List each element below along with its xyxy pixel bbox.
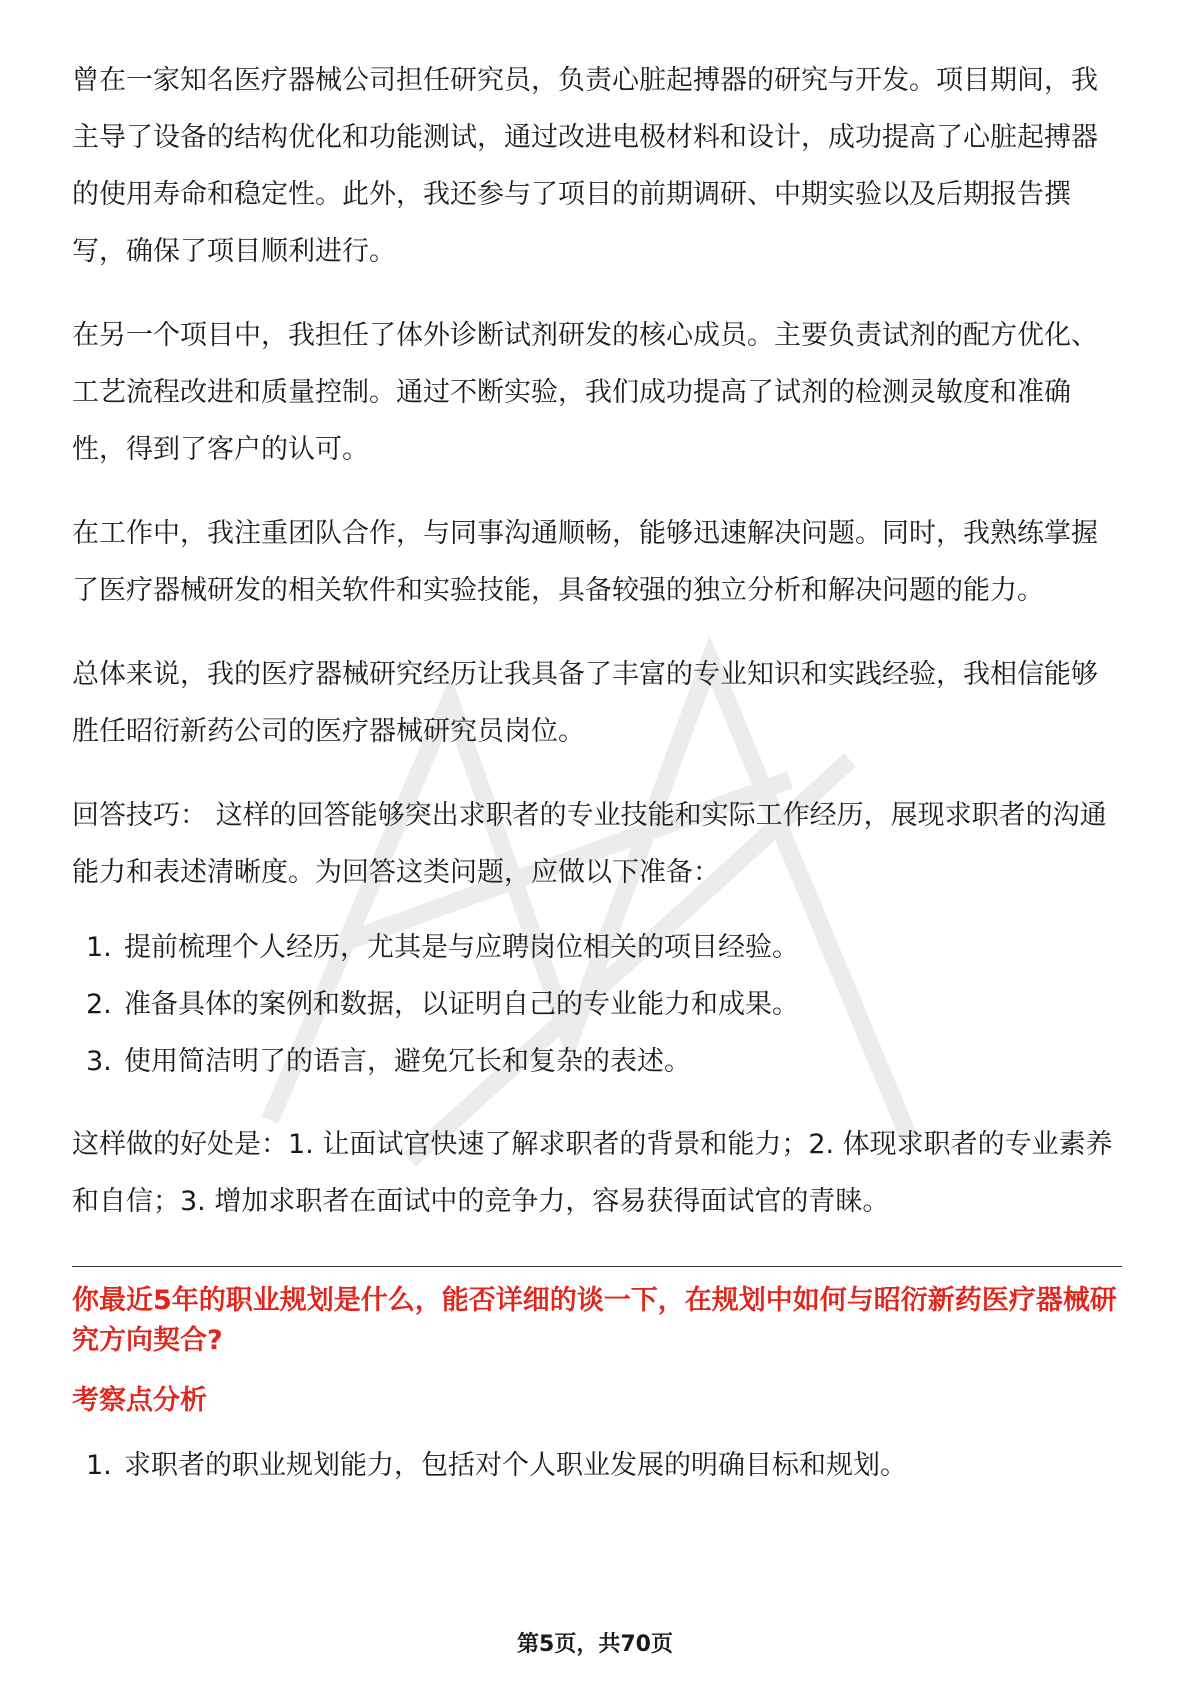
benefits-paragraph: 这样做的好处是：1. 让面试官快速了解求职者的背景和能力；2. 体现求职者的专业素养和自信；3. 增加求职者在面试中的竞争力，容易获得面试官的青睐。 <box>72 1129 1113 1217</box>
document-page <box>72 52 1122 1520</box>
list-item <box>72 976 1122 1033</box>
section-divider <box>72 1266 1122 1267</box>
body-paragraph: 在工作中，我注重团队合作，与同事沟通顺畅，能够迅速解决问题。同时，我熟练掌握了医疗器械研发的相关软件和实验技能，具备较强的独立分析和解决问题的能力。 <box>72 518 1098 606</box>
list-item-text: 提前梳理个人经历，尤其是与应聘岗位相关的项目经验。 <box>124 932 799 963</box>
answer-tips-paragraph: 回答技巧： 这样的回答能够突出求职者的专业技能和实际工作经历，展现求职者的沟通能力和表述清晰度。为回答这类问题，应做以下准备： <box>72 800 1107 888</box>
list-number: 3. <box>86 1046 112 1077</box>
body-paragraph: 在另一个项目中，我担任了体外诊断试剂研发的核心成员。主要负责试剂的配方优化、工艺流程改进和质量控制。通过不断实验，我们成功提高了试剂的检测灵敏度和准确性，得到了客户的认可。 <box>72 320 1098 465</box>
preparation-list <box>72 919 1122 1090</box>
list-item-text: 求职者的职业规划能力，包括对个人职业发展的明确目标和规划。 <box>124 1450 907 1481</box>
list-number: 2. <box>86 989 112 1020</box>
list-number: 1. <box>86 932 112 963</box>
analysis-heading: 考察点分析 <box>72 1385 207 1416</box>
list-item-text: 使用简洁明了的语言，避免冗长和复杂的表述。 <box>124 1046 691 1077</box>
list-number: 1. <box>86 1450 112 1481</box>
question-title: 你最近5年的职业规划是什么，能否详细的谈一下，在规划中如何与昭衍新药医疗器械研究方向契合? <box>72 1285 1117 1356</box>
body-paragraph: 总体来说，我的医疗器械研究经历让我具备了丰富的专业知识和实践经验，我相信能够胜任昭衍新药公司的医疗器械研究员岗位。 <box>72 659 1098 747</box>
list-item-text: 准备具体的案例和数据，以证明自己的专业能力和成果。 <box>124 989 799 1020</box>
page-number: 第5页，共70页 <box>517 1632 673 1657</box>
list-item <box>72 1033 1122 1090</box>
analysis-list <box>72 1437 1122 1494</box>
list-item <box>72 1437 1122 1494</box>
body-paragraph: 曾在一家知名医疗器械公司担任研究员，负责心脏起搏器的研究与开发。项目期间，我主导了设备的结构优化和功能测试，通过改进电极材料和设计，成功提高了心脏起搏器的使用寿命和稳定性。此外，我还参与了项目的前期调研、中期实验以及后期报告撰写，确保了项目顺利进行。 <box>72 65 1098 267</box>
list-item <box>72 919 1122 976</box>
